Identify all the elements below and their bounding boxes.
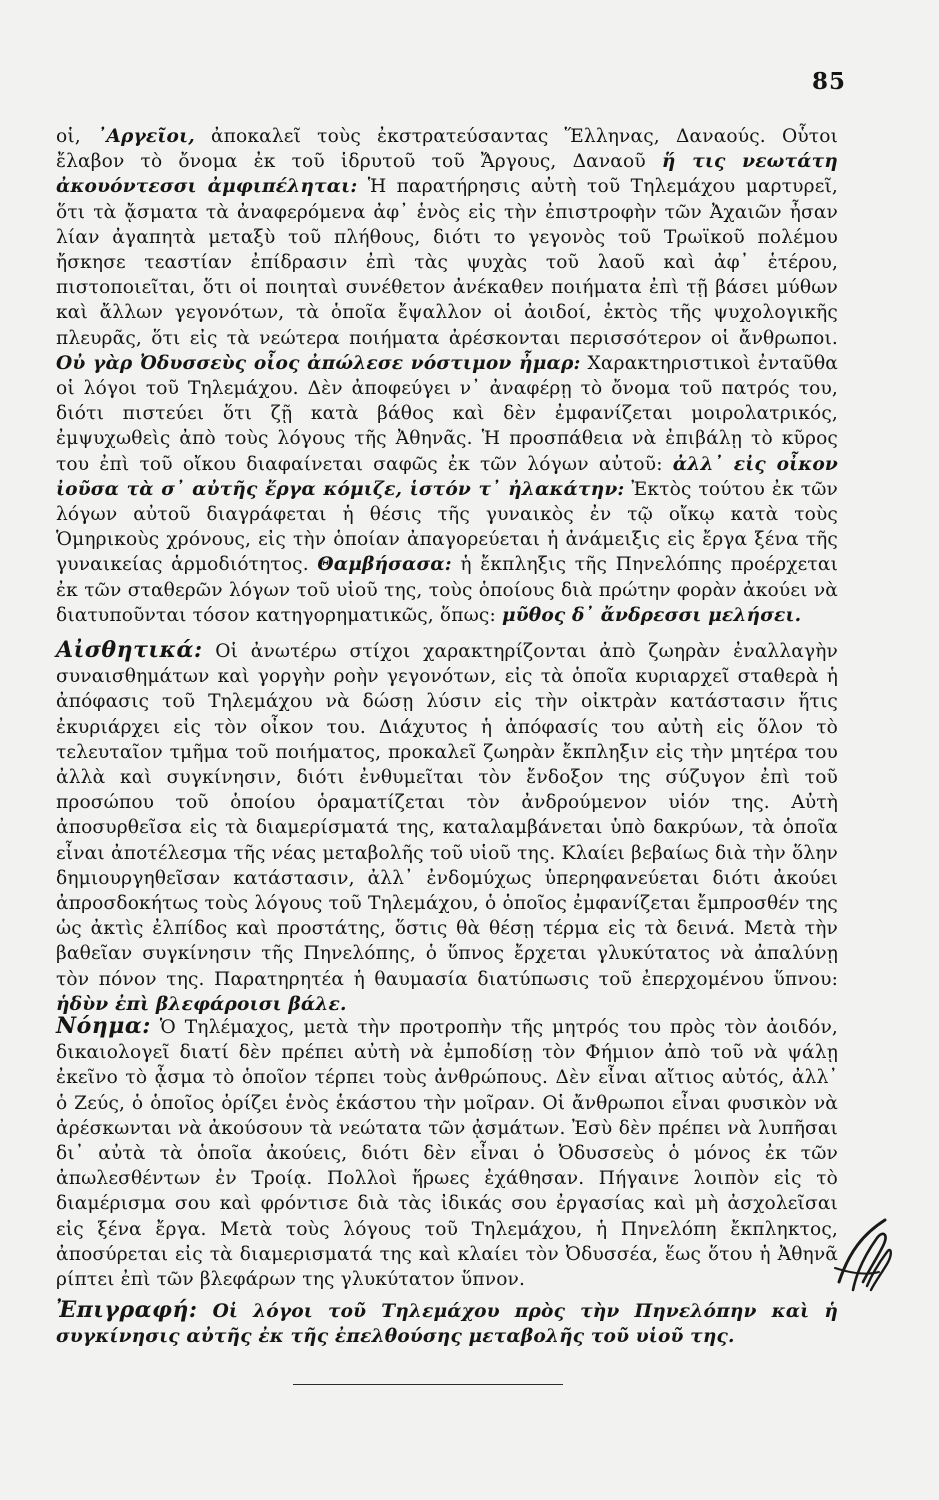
text-run: Ὁ Τηλέμαχος, μετὰ τὴν προτροπὴν τῆς μητρός του πρὸς τὸν ἀοιδόν, δικαιολογεῖ διατί δὲν πρέπει αὐτὴ νὰ ἐμποδίσῃ τὸν Φήμιον ἀπὸ τοῦ νὰ ψάλῃ ἐκεῖνο τὸ ᾆσμα τὸ ὁποῖον τέρπει τοὺς ἀνθρώπους. Δὲν εἶναι αἴτιος αὐτός, ἀλλ᾿ ὁ Ζεύς, ὁ ὁποῖος ὁρίζει ἑνὸς ἑκάστου τὴν μοῖραν. Οἱ ἄνθρωποι εἶναι φυσικὸν νὰ ἀρέσκωνται νὰ ἀκούσουν τὰ νεώτατα τῶν ᾀσμάτων. Ἐσὺ δὲν πρέπει νὰ λυπῆσαι δι᾿ αὐτὰ τὰ ὁποῖα ἀκούεις, διότι δὲν εἶναι ὁ Ὀδυσσεὺς ὁ μόνος ἐκ τῶν ἀπωλεσθέντων ἐν Τροίᾳ. Πολλοὶ ἥρωες ἐχάθησαν. Πήγαινε λοιπὸν εἰς τὸ διαμέρισμα σου καὶ φρόντισε διὰ τὰς ἰδικάς σου ἐργασίας καὶ μὴ ἀσχολεῖσαι εἰς ξένα ἔργα. Μετὰ τοὺς λόγους τοῦ Τηλεμάχου, ἡ Πηνελόπη ἔκπληκτος, ἀποσύρεται εἰς τὰ διαμερισματά της καὶ κλαίει τὸν Ὀδυσσέα, ἕως ὅτου ἡ Ἀθηνᾶ ρίπτει ἐπὶ τῶν βλεφάρων της γλυκύτατον ὕπνον. (56, 1017, 838, 1291)
aisthetika-text (56, 638, 838, 1017)
page-number: 85 (812, 68, 847, 95)
quoted-verse: ἀλλ᾿ εἰς οἶκον ἰοῦσα τὰ σ᾿ αὐτῆς ἔργα κόμιζε, ἱστόν τ᾿ ἠλακάτην: (56, 453, 838, 500)
text-run: Ἡ παρατήρησις αὐτὴ τοῦ Τηλεμάχου μαρτυρεῖ, ὅτι τὰ ᾄσματα τὰ ἀναφερόμενα ἀφ᾿ ἑνὸς εἰς τὴν ἐπιστροφὴν τῶν Ἀχαιῶν ἦσαν λίαν ἀγαπητὰ μεταξὺ τοῦ πλήθους, διότι το γεγονὸς τοῦ Τρωϊκοῦ πολέμου ἤσκησε τεαστίαν ἐπίδρασιν ἐπὶ τὰς ψυχὰς τοῦ λαοῦ καὶ ἀφ᾿ ἑτέρου, πιστοποιεῖται, ὅτι οἱ ποιηταὶ συνέθετον ἀνέκαθεν ποιήματα ἐπὶ τῇ βάσει μύθων καὶ ἄλλων γεγονότων, τὰ ὁποῖα ἔψαλλον οἱ ἀοιδοί, ἐκτὸς τῆς ψυχολογικῆς πλευρᾶς, ὅτι εἰς τὰ νεώτερα ποιήματα ἀρέσκονται περισσότερον οἱ ἄνθρωποι. (56, 176, 838, 349)
noima-section (56, 1014, 838, 1292)
handwritten-margin-mark (833, 1212, 897, 1302)
section-heading-epigrafi: Ἐπιγραφή: (56, 1297, 198, 1323)
text-run: Οἱ ἀνωτέρω στίχοι χαρακτηρίζονται ἀπὸ ζωηρὰν ἐναλλαγὴν συναισθημάτων καὶ γοργὴν ροὴν γεγονότων, εἰς τὰ ὁποῖα κυριαρχεῖ σταθερὰ ἡ ἀπόφασις τοῦ Τηλεμάχου νὰ δώσῃ λύσιν εἰς τὴν οἰκτρὰν κατάστασιν ἥτις ἐκυριάρχει εἰς τὸν οἶκον του. Διάχυτος ἡ ἀπόφασίς του αὐτὴ εἰς ὅλον τὸ τελευταῖον τμῆμα τοῦ ποιήματος, προκαλεῖ ζωηρὰν ἔκπληξιν εἰς τὴν μητέρα του ἀλλὰ καὶ συγκίνησιν, διότι ἐνθυμεῖται τὸν ἔνδοξον της σύζυγον ἐπὶ τοῦ προσώπου τοῦ ὁποίου ὁραματίζεται τὸν ἀνδρούμενον υἱόν της. Αὐτὴ ἀποσυρθεῖσα εἰς τὰ διαμερίσματά της, καταλαμβάνεται ὑπὸ δακρύων, τὰ ὁποῖα εἶναι ἀποτέλεσμα τῆς νέας μεταβολῆς τοῦ υἱοῦ της. Κλαίει βεβαίως διὰ τὴν ὅλην δημιουργηθεῖσαν κατάστασιν, ἀλλ᾿ ἐνδομύχως ὑπερηφανεύεται διότι ἀκούει ἀπροσδοκήτως τοὺς λόγους τοῦ Τηλεμάχου, ὁ ὁποῖος ἐμφανίζεται ἔμπροσθέν της ὡς ἀκτὶς ἐλπίδος καὶ προστάτης, ὅστις θὰ θέσῃ τέρμα εἰς τὰ δεινά. Μετὰ τὴν βαθεῖαν συγκίνησιν τῆς Πηνελόπης, ὁ ὕπνος ἔρχεται γλυκύτατος νὰ ἀπαλύνῃ τὸν πόνον της. Παρατηρητέα ἡ θαυμασία διατύπωσις τοῦ ἐπερχομένου ὕπνου: (56, 641, 838, 990)
noima-text (56, 1014, 838, 1292)
quoted-verse: Οὐ γὰρ Ὀδυσσεὺς οἶος ἀπώλεσε νόστιμον ἦμαρ: (56, 352, 581, 374)
quoted-verse: ᾿Αργεῖοι, (96, 126, 195, 147)
commentary-text (56, 124, 838, 628)
text-run: οἱ, (56, 126, 97, 147)
aisthetika-section (56, 638, 838, 1017)
text-run: Ἐκτὸς τούτου ἐκ τῶν λόγων αὐτοῦ διαγράφεται ἡ θέσις τῆς γυναικὸς ἐν τῷ οἴκῳ κατὰ τοὺς Ὁμηρικοὺς χρόνους, εἰς τὴν ὁποίαν ἀπαγορεύεται ἡ ἀνάμειξις εἰς ἔργα ξένα τῆς γυναικείας ἁρμοδιότητος. (56, 478, 839, 576)
epigrafi-text (56, 1298, 838, 1349)
text-run: ἀποκαλεῖ τοὺς ἐκστρατεύσαντας Ἕλληνας, Δαναούς. Οὗτοι ἔλαβον τὸ ὄνομα ἐκ τοῦ ἱδρυτοῦ τοῦ Ἄργους, Δαναοῦ (56, 126, 839, 173)
epigrafi-body: Οἱ λόγοι τοῦ Τηλεμάχου πρὸς τὴν Πηνελόπην καὶ ἡ συγκίνησις αὐτῆς ἐκ τῆς ἐπελθούσης μεταβολῆς τοῦ υἱοῦ της. (56, 1301, 838, 1348)
commentary-paragraph (56, 124, 838, 628)
text-run: Χαρακτηριστικοὶ ἐνταῦθα οἱ λόγοι τοῦ Τηλεμάχου. Δὲν ἀποφεύγει ν᾿ ἀναφέρῃ τὸ ὄνομα τοῦ πατρός του, διότι πιστεύει ὅτι ζῇ κατὰ βάθος καὶ δὲν ἐμφανίζεται μοιρολατρικός, ἐμψυχωθεὶς ἀπὸ τοὺς λόγους τῆς Ἀθηνᾶς. Ἡ προσπάθεια νὰ ἐπιβάλῃ τὸ κῦρος του ἐπὶ τοῦ οἴκου διαφαίνεται σαφῶς ἐκ τῶν λόγων αὐτοῦ: (56, 352, 838, 475)
quoted-verse: ἡδὺν ἐπὶ βλεφάροισι βάλε. (56, 993, 347, 1015)
quoted-verse: Θαμβήσασα: (317, 554, 452, 576)
section-heading-aisthetika: Αἰσθητικά: (56, 637, 203, 663)
epigrafi-section (56, 1298, 838, 1349)
section-heading-noima: Νόημα: (56, 1013, 151, 1039)
quoted-verse: μῦθος δ᾿ ἄνδρεσσι μελήσει. (501, 604, 802, 626)
quoted-verse: ἥ τις νεωτάτη ἀκουόντεσσι ἀμφιπέληται: (56, 151, 838, 198)
section-divider (293, 1384, 563, 1385)
text-run: ἡ ἔκπληξις τῆς Πηνελόπης προέρχεται ἐκ τῶν σταθερῶν λόγων τοῦ υἱοῦ της, τοὺς ὁποίους διὰ πρώτην φορὰν ἀκούει νὰ διατυποῦνται τόσον κατηγορηματικῶς, ὅπως: (56, 554, 839, 626)
